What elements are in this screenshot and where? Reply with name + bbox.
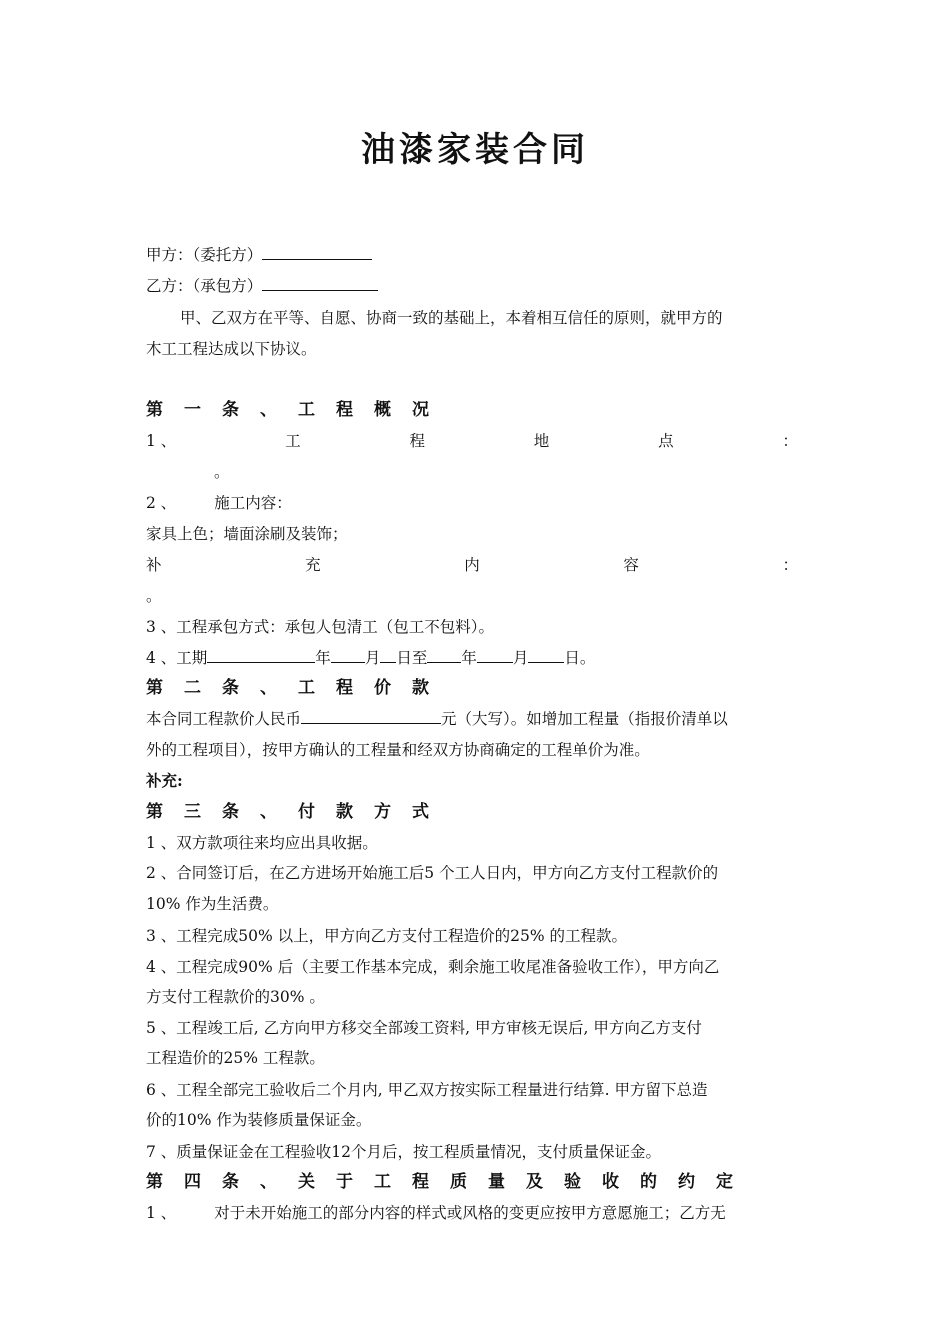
item-number: 2 、 bbox=[146, 494, 177, 512]
unit-text: 年 bbox=[315, 649, 331, 667]
article-3-heading-char: 式 bbox=[412, 802, 429, 822]
article-1-item-2 bbox=[146, 492, 806, 514]
period-blank[interactable] bbox=[477, 648, 513, 663]
article-1-supplement bbox=[146, 554, 798, 576]
article-3-item: 工程造价的25% 工程款。 bbox=[146, 1049, 325, 1067]
spread-char: 工 bbox=[285, 432, 301, 450]
article-3-item: 6 、工程全部完工验收后二个月内, 甲乙双方按实际工程量进行结算. 甲方留下总造 bbox=[146, 1081, 708, 1099]
intro-line-2: 木工工程达成以下协议。 bbox=[146, 340, 317, 358]
article-1-heading-char: 一 bbox=[184, 400, 201, 420]
document-title: 油漆家装合同 bbox=[361, 130, 589, 170]
item-text: 对于未开始施工的部分内容的样式或风格的变更应按甲方意愿施工；乙方无 bbox=[214, 1204, 726, 1222]
period-blank[interactable] bbox=[427, 648, 461, 663]
article-4-heading-char: 验 bbox=[564, 1172, 581, 1192]
article-1-item-1 bbox=[146, 430, 798, 452]
unit-text: 月 bbox=[512, 649, 529, 667]
article-2-heading-char: 第 bbox=[146, 678, 163, 698]
article-1-heading-char: 工 bbox=[298, 400, 315, 420]
article-1-content: 家具上色；墙面涂刷及装饰； bbox=[146, 525, 348, 543]
amount-blank[interactable] bbox=[301, 709, 441, 724]
article-3-heading bbox=[146, 800, 450, 824]
unit-text: 月 bbox=[364, 649, 381, 667]
item-number: 1 、 bbox=[146, 432, 177, 450]
article-1-item-1-end: 。 bbox=[214, 463, 230, 481]
party-a-blank[interactable] bbox=[262, 245, 372, 260]
article-4-item-1 bbox=[146, 1202, 806, 1224]
period-blank[interactable] bbox=[207, 648, 315, 663]
spread-char: 补 bbox=[146, 556, 162, 574]
article-1-supplement-end: 。 bbox=[146, 587, 162, 605]
item-text: 施工内容： bbox=[214, 494, 292, 512]
article-4-heading-char: 质 bbox=[450, 1172, 467, 1192]
article-3-heading-char: 、 bbox=[260, 802, 277, 822]
article-2-heading-char: 程 bbox=[336, 678, 353, 698]
article-4-heading-char: 收 bbox=[602, 1172, 619, 1192]
article-1-heading-char: 、 bbox=[260, 400, 277, 420]
period-blank[interactable] bbox=[528, 648, 564, 663]
period-blank[interactable] bbox=[380, 648, 396, 663]
article-3-item: 3 、工程完成50% 以上，甲方向乙方支付工程造价的25% 的工程款。 bbox=[146, 927, 628, 945]
article-4-heading-char: 四 bbox=[184, 1172, 201, 1192]
article-4-heading-char: 关 bbox=[298, 1172, 315, 1192]
spread-char: 程 bbox=[409, 432, 425, 450]
article-1-heading-char: 况 bbox=[412, 400, 429, 420]
article-1-heading-char: 第 bbox=[146, 400, 163, 420]
article-4-heading-char: 及 bbox=[526, 1172, 543, 1192]
article-4-heading-char: 于 bbox=[336, 1172, 353, 1192]
party-a-line bbox=[146, 244, 806, 266]
spread-char: 内 bbox=[464, 556, 480, 574]
article-4-heading-char: 、 bbox=[260, 1172, 277, 1192]
article-2-heading-char: 款 bbox=[412, 678, 429, 698]
article-1-heading bbox=[146, 398, 450, 422]
party-b-blank[interactable] bbox=[262, 276, 378, 291]
article-2-heading bbox=[146, 676, 450, 700]
spread-char: ： bbox=[782, 556, 798, 574]
article-1-heading-char: 概 bbox=[374, 400, 391, 420]
article-4-heading-char: 工 bbox=[374, 1172, 391, 1192]
article-2-heading-char: 工 bbox=[298, 678, 315, 698]
article-3-heading-char: 付 bbox=[298, 802, 315, 822]
unit-text: 日。 bbox=[564, 649, 596, 667]
article-2-heading-char: 价 bbox=[374, 678, 391, 698]
unit-text: 年 bbox=[461, 649, 477, 667]
party-a-label: 甲方：（委托方） bbox=[146, 246, 263, 264]
article-3-item: 4 、工程完成90% 后（主要工作基本完成，剩余施工收尾准备验收工作），甲方向乙 bbox=[146, 958, 720, 976]
article-3-item: 方支付工程款价的30% 。 bbox=[146, 988, 325, 1006]
item-text: 元（大写）。如增加工程量（指报价清单以 bbox=[441, 710, 728, 728]
article-4-heading-char: 的 bbox=[640, 1172, 657, 1192]
unit-text: 日至 bbox=[396, 649, 428, 667]
article-1-heading-char: 程 bbox=[336, 400, 353, 420]
article-2-line-2: 外的工程项目），按甲方确认的工程量和经双方协商确定的工程单价为准。 bbox=[146, 741, 650, 759]
article-4-heading-char: 第 bbox=[146, 1172, 163, 1192]
article-3-heading-char: 条 bbox=[222, 802, 239, 822]
article-3-item: 10% 作为生活费。 bbox=[146, 895, 279, 913]
article-2-line-1 bbox=[146, 708, 806, 730]
item-text: 4 、工期 bbox=[146, 649, 208, 667]
article-3-item: 2 、合同签订后，在乙方进场开始施工后5 个工人日内，甲方向乙方支付工程款价的 bbox=[146, 864, 719, 882]
article-4-heading-char: 程 bbox=[412, 1172, 429, 1192]
article-4-heading-char: 定 bbox=[716, 1172, 733, 1192]
article-2-heading-char: 条 bbox=[222, 678, 239, 698]
article-3-heading-char: 三 bbox=[184, 802, 201, 822]
article-3-item: 5 、工程竣工后, 乙方向甲方移交全部竣工资料, 甲方审核无误后, 甲方向乙方支付 bbox=[146, 1019, 702, 1037]
article-1-heading-char: 条 bbox=[222, 400, 239, 420]
article-3-heading-char: 款 bbox=[336, 802, 353, 822]
item-text: 本合同工程款价人民币 bbox=[146, 710, 302, 728]
period-blank[interactable] bbox=[331, 648, 365, 663]
article-4-heading-char: 约 bbox=[678, 1172, 695, 1192]
spread-char: 点 bbox=[658, 432, 674, 450]
intro-line-1: 甲、乙双方在平等、自愿、协商一致的基础上，本着相互信任的原则，就甲方的 bbox=[180, 309, 723, 327]
article-3-heading-char: 第 bbox=[146, 802, 163, 822]
article-3-item: 7 、质量保证金在工程验收12个月后，按工程质量情况，支付质量保证金。 bbox=[146, 1143, 662, 1161]
article-1-item-4 bbox=[146, 647, 806, 669]
party-b-label: 乙方：（承包方） bbox=[146, 277, 263, 295]
article-4-heading-char: 量 bbox=[488, 1172, 505, 1192]
article-2-supplement: 补充: bbox=[146, 771, 183, 790]
article-3-item: 价的10% 作为装修质量保证金。 bbox=[146, 1111, 372, 1129]
article-3-heading-char: 方 bbox=[374, 802, 391, 822]
article-4-heading-char: 条 bbox=[222, 1172, 239, 1192]
article-2-heading-char: 、 bbox=[260, 678, 277, 698]
article-1-item-3: 3 、工程承包方式：承包人包清工（包工不包料）。 bbox=[146, 618, 495, 636]
party-b-line bbox=[146, 275, 806, 297]
spread-char: ： bbox=[782, 432, 798, 450]
spread-char: 充 bbox=[305, 556, 321, 574]
spread-char: 地 bbox=[533, 432, 550, 450]
article-4-heading bbox=[146, 1170, 754, 1194]
article-3-item: 1 、双方款项往来均应出具收据。 bbox=[146, 834, 378, 852]
article-2-heading-char: 二 bbox=[184, 678, 201, 698]
spread-char: 容 bbox=[623, 556, 639, 574]
item-number: 1 、 bbox=[146, 1204, 177, 1222]
